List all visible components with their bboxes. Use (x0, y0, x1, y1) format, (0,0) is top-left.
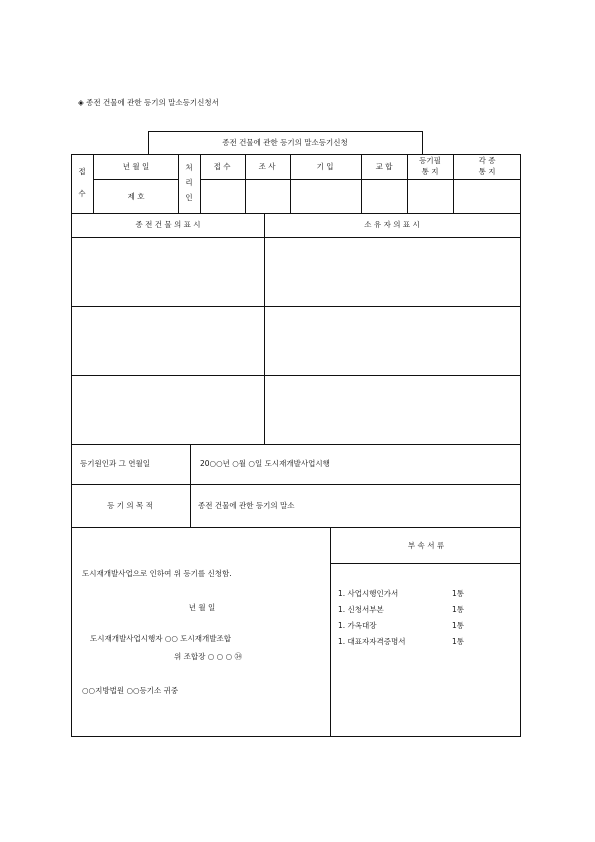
processor-label-1: 처 (185, 163, 193, 172)
attachment-item-name: 1. 사업시행인가서 (338, 589, 399, 598)
header-divider (290, 154, 291, 213)
applicant-line: 도시재개발사업시행자 ○○ 도시재개발조합 (90, 634, 232, 643)
attachments-title: 부 속 서 류 (407, 541, 445, 550)
application-statement: 도시재개발사업으로 인하여 위 등기를 신청함. (82, 569, 232, 578)
document-caption: ◈ 종전 건물에 관한 등기의 말소등기신청서 (78, 98, 219, 107)
reception-label-bottom: 수 (78, 189, 86, 198)
purpose-label: 등 기 의 목 적 (107, 501, 153, 510)
col-receipt-label: 접 수 (213, 162, 231, 171)
col-entry-label: 기 입 (316, 162, 334, 171)
attachment-item-name: 1. 가옥대장 (338, 621, 377, 630)
application-date: 년 월 일 (188, 603, 216, 612)
purpose-value: 종전 건물에 관한 등기의 말소 (198, 501, 295, 510)
form-outer-border (71, 154, 521, 737)
recipient-line: ○○지방법원 ○○등기소 귀중 (82, 686, 179, 695)
representative-line: 위 조합장 ○ ○ ○ ㉞ (174, 652, 243, 661)
header-divider (200, 154, 201, 213)
attachments-header-line (330, 563, 521, 564)
number-label: 제 호 (127, 192, 145, 201)
col-notice-label-1: 각 종 (478, 156, 496, 165)
cause-bottom-line (71, 484, 521, 485)
processor-label-3: 인 (185, 193, 193, 202)
section-row-line-1 (71, 306, 521, 307)
header-divider (245, 154, 246, 213)
attachment-item-name: 1. 신청서부본 (338, 605, 384, 614)
attachment-item-qty: 1통 (452, 637, 465, 646)
purpose-bottom-line (71, 527, 521, 528)
owner-section-label: 소 유 자 의 표 시 (364, 220, 420, 229)
section-row-line-3 (71, 444, 521, 445)
col-review-label: 조 사 (258, 162, 276, 171)
attachment-item-name: 1. 대표자자격증명서 (338, 637, 406, 646)
header-divider (93, 154, 94, 213)
cause-value: 20○○년 ○월 ○일 도시재개발사업시행 (200, 459, 330, 468)
building-section-label: 종 전 건 물 의 표 시 (135, 220, 201, 229)
header-bottom-line (71, 213, 521, 214)
processor-label-2: 리 (185, 178, 193, 187)
col-registry-notice-label-2: 통 지 (421, 167, 439, 176)
header-divider (361, 154, 362, 213)
cause-purpose-divider (190, 444, 191, 527)
col-check-label: 교 합 (375, 162, 393, 171)
reception-label-top: 접 (78, 167, 86, 176)
header-divider (178, 154, 179, 213)
section-vertical-divider (264, 213, 265, 444)
section-row-line-2 (71, 375, 521, 376)
attachment-item-qty: 1통 (452, 589, 465, 598)
header-divider (407, 154, 408, 213)
application-attachments-divider (330, 527, 331, 737)
header-mid-line-left (93, 179, 178, 180)
attachment-item-qty: 1통 (452, 621, 465, 630)
attachment-item-qty: 1통 (452, 605, 465, 614)
header-divider (453, 154, 454, 213)
section-header-line (71, 237, 521, 238)
form-title: 종전 건물에 관한 등기의 말소등기신청 (222, 138, 348, 147)
col-registry-notice-label-1: 등기필 (419, 156, 441, 165)
year-month-day-label: 년 월 일 (122, 162, 150, 171)
cause-label: 등기원인과 그 연월일 (80, 459, 150, 468)
col-notice-label-2: 통 지 (478, 167, 496, 176)
